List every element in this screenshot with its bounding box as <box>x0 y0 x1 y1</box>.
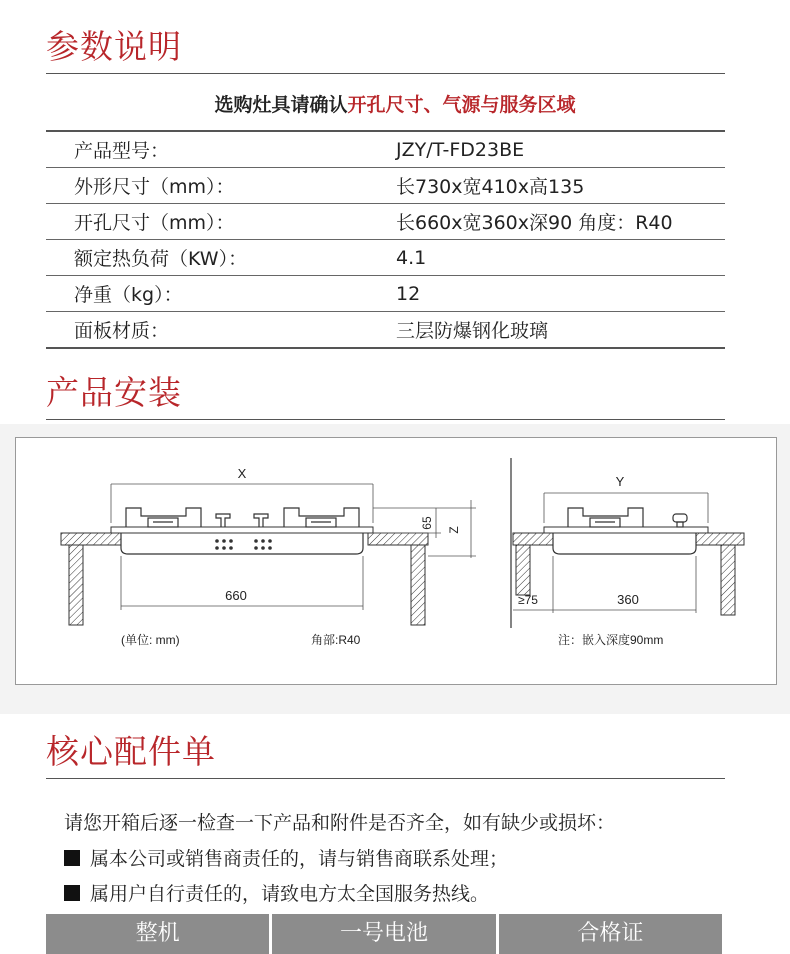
bullet-item <box>64 844 508 871</box>
dim-360-label: 360 <box>617 592 639 607</box>
notice-prefix: 选购灶具请确认 <box>214 94 348 116</box>
accessory-header-unit: 整机 <box>46 914 272 954</box>
burner-right <box>284 508 359 527</box>
spec-row <box>46 168 725 204</box>
spec-value: 4.1 <box>396 240 725 276</box>
glass-panel <box>111 527 373 533</box>
unit-note: (单位: mm) <box>121 633 180 647</box>
spec-table <box>46 130 725 349</box>
spec-row <box>46 240 725 276</box>
section-title-install: 产品安装 <box>46 373 182 412</box>
accessories-table-header <box>46 914 722 954</box>
dim-z-label: Z <box>447 526 461 534</box>
spec-value: 长730x宽410x高135 <box>396 168 725 204</box>
side-wall-left <box>516 545 530 595</box>
burner-left <box>126 508 201 527</box>
notice-highlight: 开孔尺寸、气源与服务区域 <box>347 94 576 116</box>
cabinet-wall-right <box>411 545 425 625</box>
side-wall-right <box>721 545 735 615</box>
section-divider <box>46 419 725 420</box>
side-counter-right <box>696 533 744 545</box>
section-title-params: 参数说明 <box>46 27 182 66</box>
side-stove-body <box>553 533 696 554</box>
spec-value: 12 <box>396 276 725 312</box>
spec-row <box>46 276 725 312</box>
section-title-accessories: 核心配件单 <box>46 732 216 771</box>
dim-x-label: X <box>237 466 247 481</box>
counter-left <box>61 533 121 545</box>
stove-body <box>121 533 363 554</box>
side-glass-panel <box>544 527 708 533</box>
spec-label: 额定热负荷（KW）： <box>46 240 396 276</box>
counter-right <box>368 533 428 545</box>
section-divider <box>46 73 725 74</box>
square-bullet-icon <box>64 885 80 901</box>
bullet-text: 属用户自行责任的，请致电方太全国服务热线。 <box>90 883 490 905</box>
accessory-header-certificate: 合格证 <box>577 921 644 946</box>
accessories-intro: 请您开箱后逐一检查一下产品和附件是否齐全，如有缺少或损坏： <box>64 812 616 834</box>
dim-65-label: 65 <box>420 516 434 530</box>
spec-label: 面板材质： <box>46 312 396 349</box>
spec-row <box>46 312 725 349</box>
bullet-text: 属本公司或销售商责任的，请与销售商联系处理； <box>90 848 509 870</box>
front-view <box>61 466 476 647</box>
corner-note: 角部:R40 <box>311 633 361 647</box>
bullet-item <box>64 879 489 906</box>
side-view <box>511 458 744 647</box>
dim-y-label: Y <box>615 474 625 489</box>
spec-value: JZY/T-FD23BE <box>396 131 725 168</box>
spec-value: 三层防爆钢化玻璃 <box>396 312 725 349</box>
spec-row <box>46 204 725 240</box>
depth-note: 注：嵌入深度90mm <box>558 633 664 647</box>
accessory-header-battery: 一号电池 <box>272 914 498 954</box>
cabinet-wall-left <box>69 545 83 625</box>
spec-row <box>46 131 725 168</box>
spec-label: 净重（kg）： <box>46 276 396 312</box>
installation-diagram <box>15 437 777 685</box>
side-knob <box>673 514 687 527</box>
section-divider <box>46 778 725 779</box>
installation-diagram-svg <box>16 438 778 686</box>
square-bullet-icon <box>64 850 80 866</box>
dim-660-label: 660 <box>225 588 247 603</box>
spec-label: 外形尺寸（mm）： <box>46 168 396 204</box>
spec-label: 产品型号： <box>46 131 396 168</box>
dim-75-label: ≥75 <box>518 593 538 607</box>
spec-label: 开孔尺寸（mm）： <box>46 204 396 240</box>
spec-value: 长660x宽360x深90 角度：R40 <box>396 204 725 240</box>
side-counter-left <box>513 533 553 545</box>
side-burner <box>568 508 643 527</box>
purchase-notice <box>0 90 790 117</box>
